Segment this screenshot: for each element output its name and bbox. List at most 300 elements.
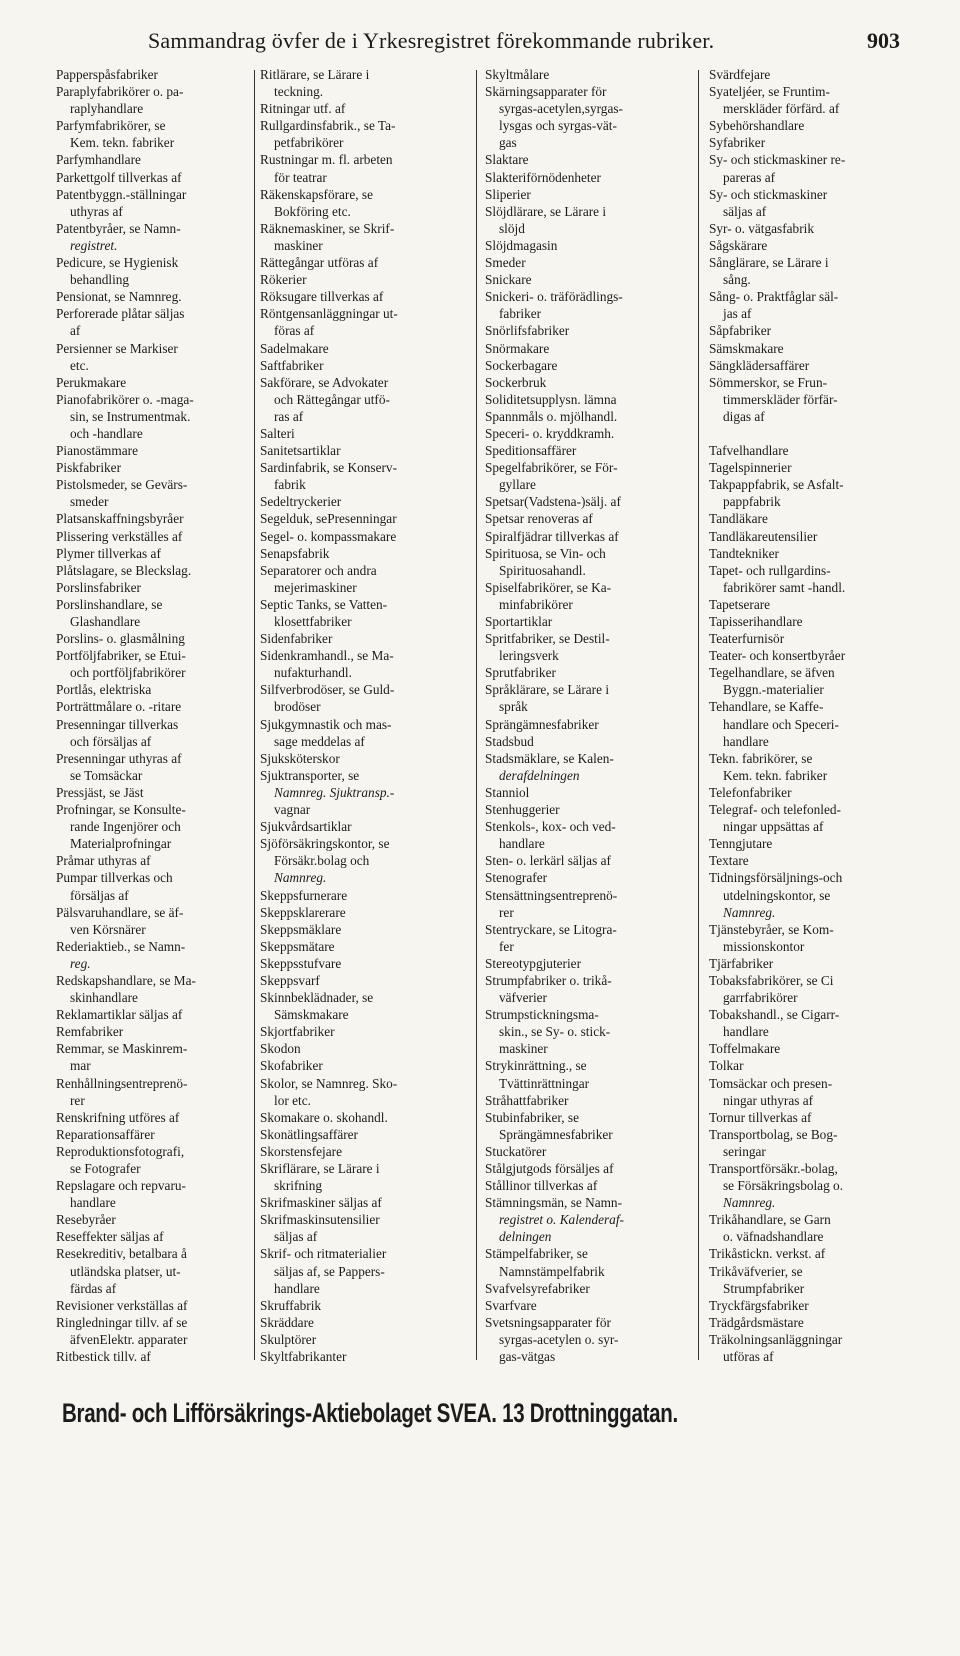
entry: Reklamartiklar säljas af	[56, 1007, 183, 1023]
entry: Salteri	[260, 425, 295, 441]
entry: Syr- o. vätgasfabrik	[709, 220, 814, 236]
entry: Skrifmaskiner säljas af	[260, 1195, 382, 1211]
entry-continuation: seringar	[723, 1143, 766, 1159]
entry: Rökerier	[260, 272, 307, 288]
entry: Stensättningsentreprenö-	[485, 887, 618, 903]
entry-continuation: ningar uthyras af	[723, 1092, 814, 1108]
entry: Pälsvaruhandlare, se äf-	[56, 904, 184, 920]
entry: Spannmåls o. mjölhandl.	[485, 408, 618, 424]
entry: Textare	[709, 853, 749, 869]
entry: Silfverbrodöser, se Guld-	[260, 682, 395, 698]
entry: Spiselfabrikörer, se Ka-	[485, 579, 612, 595]
column-divider	[254, 70, 255, 1360]
entry: Skomakare o. skohandl.	[260, 1109, 388, 1125]
entry-continuation: minfabrikörer	[499, 596, 573, 612]
entry-continuation: missionskontor	[723, 938, 805, 954]
entry-continuation: rande Ingenjörer och	[70, 819, 181, 835]
entry	[709, 425, 927, 442]
entry-continuation: ras af	[274, 408, 304, 424]
entry-continuation: Namnstämpelfabrik	[499, 1263, 605, 1279]
entry: Skeppsvarf	[260, 972, 320, 988]
entry: Svärdfejare	[709, 67, 771, 82]
entry-continuation: Kem. tekn. fabriker	[723, 767, 828, 783]
entry-continuation: Bokföring etc.	[274, 203, 351, 219]
entry: Porträttmålare o. -ritare	[56, 699, 182, 715]
entry-continuation: uthyras af	[70, 203, 123, 219]
entry-continuation: Strumpfabriker	[723, 1280, 805, 1296]
page-header	[0, 28, 960, 56]
column-divider	[698, 70, 699, 1360]
entry-continuation: Spirituosahandl.	[499, 562, 586, 578]
entry-continuation: föras af	[274, 323, 315, 339]
entry-continuation: raplyhandlare	[70, 101, 144, 117]
entry: Språklärare, se Lärare i	[485, 682, 610, 698]
entry: Parfymhandlare	[56, 152, 141, 168]
entry: Pedicure, se Hygienisk	[56, 255, 179, 271]
entry: Sågskärare	[709, 237, 768, 253]
entry-continuation: o. väfnadshandlare	[723, 1229, 824, 1245]
entry-continuation: färdas af	[70, 1280, 117, 1296]
entry: Snörmakare	[485, 340, 550, 356]
entry: Sjukvårdsartiklar	[260, 819, 352, 835]
entry-continuation: smeder	[70, 494, 109, 510]
entry-continuation: säljas af, se Pappers-	[274, 1263, 385, 1279]
entry-continuation: Sprängämnesfabriker	[499, 1126, 613, 1142]
entry: Skruffabrik	[260, 1297, 322, 1313]
entry: Snickare	[485, 272, 532, 288]
entry: Stålgjutgods försäljes af	[485, 1161, 614, 1176]
entry: Teaterfurnisör	[709, 631, 785, 647]
entry: Stadsmäklare, se Kalen-	[485, 750, 614, 766]
entry-continuation: och Rättegångar utfö-	[274, 391, 390, 407]
entry-continuation: Byggn.-materialier	[723, 682, 824, 698]
column-4	[709, 66, 927, 1365]
entry: Röntgensanläggningar ut-	[260, 306, 398, 322]
entry: Presenningar tillverkas	[56, 716, 179, 732]
entry: Stanniol	[485, 784, 530, 800]
entry: Pianostämmare	[56, 443, 138, 459]
entry-continuation: Namnreg.	[274, 870, 327, 886]
entry: Ritbestick tillv. af	[56, 1349, 151, 1365]
entry: Pistolsmeder, se Gevärs-	[56, 477, 188, 493]
entry: Sten- o. lerkärl säljas af	[485, 853, 611, 869]
entry-continuation: rer	[70, 1092, 85, 1108]
entry-continuation: sång.	[723, 272, 751, 288]
entry: Skolor, se Namnreg. Sko-	[260, 1075, 398, 1091]
entry: Spetsar(Vadstena-)sälj. af	[485, 494, 621, 510]
entry: Skorstensfejare	[260, 1143, 342, 1159]
entry-continuation: lor etc.	[274, 1092, 311, 1108]
entry-continuation: brodöser	[274, 699, 321, 715]
entry: Patentbyråer, se Namn-	[56, 220, 181, 236]
entry: Skodon	[260, 1041, 301, 1057]
entry: Remfabriker	[56, 1024, 124, 1040]
entry-continuation: skrifning	[274, 1178, 323, 1194]
entry: Parkettgolf tillverkas af	[56, 169, 182, 185]
entry: Sidenkramhandl., se Ma-	[260, 648, 394, 664]
entry: Spirituosa, se Vin- och	[485, 545, 606, 561]
entry: Spiralfjädrar tillverkas af	[485, 528, 619, 544]
entry: Tehandlare, se Kaffe-	[709, 699, 824, 715]
entry: Räkenskapsförare, se	[260, 186, 373, 202]
entry: Parfymfabrikörer, se	[56, 118, 166, 134]
entry: Sy- och stickmaskiner re-	[709, 152, 846, 168]
entry-continuation: väfverier	[499, 990, 547, 1006]
entry-continuation: se Försäkringsbolag o.	[723, 1178, 844, 1194]
entry: Portföljfabriker, se Etui-	[56, 648, 186, 664]
entry-continuation: försäljas af	[70, 887, 129, 903]
entry: Reproduktionsfotografi,	[56, 1143, 185, 1159]
entry-continuation: rer	[499, 904, 514, 920]
entry: Tegelhandlare, se äfven	[709, 665, 835, 681]
entry: Revisioner verkställas af	[56, 1297, 188, 1313]
entry-continuation: delningen	[499, 1229, 552, 1245]
entry: Renhållningsentreprenö-	[56, 1075, 188, 1091]
entry: Tandläkareutensilier	[709, 528, 818, 544]
entry: Sardinfabrik, se Konserv-	[260, 460, 397, 476]
entry: Patentbyggn.-ställningar	[56, 186, 187, 202]
entry: Tjänstebyråer, se Kom-	[709, 921, 834, 937]
entry-continuation: ningar uppsättas af	[723, 819, 824, 835]
entry: Ringledningar tillv. af se	[56, 1314, 188, 1330]
entry: Stuckatörer	[485, 1143, 547, 1159]
entry: Porslinsfabriker	[56, 579, 141, 595]
entry: Pianofabrikörer o. -maga-	[56, 391, 194, 407]
entry: Skeppsfurnerare	[260, 887, 348, 903]
entry: Slöjdlärare, se Lärare i	[485, 203, 607, 219]
entry: Svafvelsyrefabriker	[485, 1280, 590, 1296]
entry-continuation: timmerskläder förfär-	[723, 391, 838, 407]
entry-continuation: Tvättinrättningar	[499, 1075, 590, 1091]
entry: Tagelspinnerier	[709, 460, 792, 476]
entry-continuation: se Fotografer	[70, 1161, 141, 1176]
entry-continuation: handlare	[70, 1195, 116, 1211]
entry: Sång- o. Praktfåglar säl-	[709, 289, 839, 305]
entry-continuation: syrgas-acetylen o. syr-	[499, 1331, 619, 1347]
entry: Perforerade plåtar säljas	[56, 306, 185, 322]
entry: Rustningar m. fl. arbeten	[260, 152, 393, 168]
entry: Sämskmakare	[709, 340, 784, 356]
entry-continuation: för teatrar	[274, 169, 327, 185]
entry-continuation: maskiner	[274, 237, 323, 253]
entry: Papperspåsfabriker	[56, 67, 158, 82]
entry: Skofabriker	[260, 1058, 323, 1074]
entry: Sedeltryckerier	[260, 494, 342, 510]
entry-continuation: och -handlare	[70, 425, 143, 441]
entry: Stämningsmän, se Namn-	[485, 1195, 623, 1211]
entry: Sjukgymnastik och mas-	[260, 716, 392, 732]
entry-continuation: lysgas och syrgas-vät-	[499, 118, 617, 134]
entry-continuation: fabrik	[274, 477, 306, 493]
entry: Tidningsförsäljnings-och	[709, 870, 843, 886]
entry: Spetsar renoveras af	[485, 511, 593, 527]
entry-continuation: digas af	[723, 408, 765, 424]
entry-continuation: gas	[499, 135, 517, 151]
entry: Stenkols-, kox- och ved-	[485, 819, 616, 835]
entry: Skonätlingsaffärer	[260, 1126, 358, 1142]
entry-continuation: pareras af	[723, 169, 776, 185]
entry: Sprutfabriker	[485, 665, 556, 681]
entry-continuation: Namnreg.	[723, 1195, 776, 1211]
entry: Syateljéer, se Fruntim-	[709, 84, 830, 100]
entry-continuation: slöjd	[499, 220, 525, 236]
entry: Sadelmakare	[260, 340, 329, 356]
entry: Plissering verkställes af	[56, 528, 183, 544]
entry: Tobaksfabrikörer, se Ci	[709, 972, 834, 988]
entry-continuation: leringsverk	[499, 648, 559, 664]
entry-continuation: reg.	[70, 955, 91, 971]
entry: Tryckfärgsfabriker	[709, 1297, 809, 1313]
entry-continuation: utföras af	[723, 1349, 774, 1365]
entry-continuation: petfabrikörer	[274, 135, 344, 151]
entry-continuation: fabriker	[499, 306, 542, 322]
entry: Pumpar tillverkas och	[56, 870, 173, 886]
entry-continuation: behandling	[70, 272, 130, 288]
entry-continuation: språk	[499, 699, 528, 715]
entry-continuation: syrgas-acetylen,syrgas-	[499, 101, 623, 117]
entry: Rättegångar utföras af	[260, 255, 379, 271]
page-title: Sammandrag övfer de i Yrkesregistret förekommande rubriker.	[148, 28, 715, 53]
entry-continuation: gyllare	[499, 477, 536, 493]
entry: Tornur tillverkas af	[709, 1109, 812, 1125]
entry-continuation: och portföljfabrikörer	[70, 665, 186, 681]
column-1	[56, 66, 274, 1365]
entry-continuation: pappfabrik	[723, 494, 781, 510]
entry: Sanitetsartiklar	[260, 443, 341, 459]
entry: Tekn. fabrikörer, se	[709, 750, 813, 766]
entry: Sportartiklar	[485, 614, 553, 629]
entry: Tafvelhandlare	[709, 443, 789, 459]
entry: Rederiaktieb., se Namn-	[56, 938, 186, 954]
entry: Stentryckare, se Litogra-	[485, 921, 617, 937]
entry-continuation: handlare och Speceri-	[723, 716, 839, 732]
entry: Skrif- och ritmaterialier	[260, 1246, 387, 1262]
entry: Tobakshandl., se Cigarr-	[709, 1007, 840, 1023]
entry-continuation: mejerimaskiner	[274, 579, 357, 595]
entry: Segelduk, sePresenningar	[260, 511, 397, 527]
entry: Rullgardinsfabrik., se Ta-	[260, 118, 396, 134]
entry: Strumpfabriker o. trikå-	[485, 972, 612, 988]
entry: Soliditetsupplysn. lämna	[485, 391, 617, 407]
entry-continuation: och försäljas af	[70, 733, 152, 749]
entry: Sockerbagare	[485, 357, 558, 373]
entry: Skyltmålare	[485, 67, 550, 82]
entry: Skinnbeklädnader, se	[260, 990, 374, 1006]
entry: Smeder	[485, 255, 526, 271]
entry: Snickeri- o. träförädlings-	[485, 289, 623, 305]
entry-continuation: vagnar	[274, 802, 311, 818]
entry: Röksugare tillverkas af	[260, 289, 384, 305]
entry: Skyltfabrikanter	[260, 1349, 347, 1365]
entry: Snörlifsfabriker	[485, 323, 570, 339]
entry: Stråhattfabriker	[485, 1092, 569, 1108]
entry-continuation: Glashandlare	[70, 614, 141, 629]
entry: Tandläkare	[709, 511, 768, 527]
entry: Skeppsklarerare	[260, 904, 346, 920]
entry: Sidenfabriker	[260, 631, 333, 647]
entry: Redskapshandlare, se Ma-	[56, 972, 196, 988]
entry: Pressjäst, se Jäst	[56, 784, 144, 800]
entry: Spritfabriker, se Destil-	[485, 631, 610, 647]
entry-continuation: mar	[70, 1058, 91, 1074]
column-2	[260, 66, 478, 1365]
entry: Profningar, se Konsulte-	[56, 802, 186, 818]
entry: Räknemaskiner, se Skrif-	[260, 220, 395, 236]
entry: Saftfabriker	[260, 357, 324, 373]
entry: Slakteriförnödenheter	[485, 169, 601, 185]
entry: Sånglärare, se Lärare i	[709, 255, 829, 271]
entry: Takpappfabrik, se Asfalt-	[709, 477, 844, 493]
entry-continuation: fabrikörer samt -handl.	[723, 579, 846, 595]
entry: Svetsningsapparater för	[485, 1314, 611, 1330]
entry: Segel- o. kompassmakare	[260, 528, 397, 544]
entry: Porslins- o. glasmålning	[56, 631, 185, 647]
entry-continuation: utländska platser, ut-	[70, 1263, 181, 1279]
entry: Sprängämnesfabriker	[485, 716, 599, 732]
entry: Reseffekter säljas af	[56, 1229, 164, 1245]
entry: Telegraf- och telefonled-	[709, 802, 841, 818]
entry-continuation: registret o. Kalenderaf-	[499, 1212, 624, 1228]
entry: Tapetserare	[709, 596, 771, 612]
entry: Sliperier	[485, 186, 531, 202]
entry: Remmar, se Maskinrem-	[56, 1041, 188, 1057]
entry: Reparationsaffärer	[56, 1126, 155, 1142]
entry: Tapet- och rullgardins-	[709, 562, 831, 578]
entry: Stämpelfabriker, se	[485, 1246, 588, 1262]
entry-continuation: Sämskmakare	[274, 1007, 349, 1023]
entry: Tomsäckar och presen-	[709, 1075, 833, 1091]
entry: Ritlärare, se Lärare i	[260, 67, 370, 82]
entry: Tandtekniker	[709, 545, 779, 561]
entry-continuation: klosettfabriker	[274, 614, 352, 629]
column-divider	[476, 70, 477, 1360]
entry-continuation: sage meddelas af	[274, 733, 365, 749]
entry-continuation: äfvenElektr. apparater	[70, 1331, 188, 1347]
entry: Piskfabriker	[56, 460, 121, 476]
entry: Senapsfabrik	[260, 545, 330, 561]
entry: Stereotypgjuterier	[485, 955, 581, 971]
entry: Skjortfabriker	[260, 1024, 335, 1040]
entry-continuation: gas-vätgas	[499, 1349, 556, 1365]
entry-continuation: ven Körsnärer	[70, 921, 146, 937]
entry: Sy- och stickmaskiner	[709, 186, 828, 202]
entry: Skeppsstufvare	[260, 955, 342, 971]
entry-continuation: Materialprofningar	[70, 836, 172, 852]
entry: Teater- och konsertbyråer	[709, 648, 846, 664]
entry: Stållinor tillverkas af	[485, 1178, 598, 1194]
entry: Skriflärare, se Lärare i	[260, 1161, 380, 1176]
entry: Stubinfabriker, se	[485, 1109, 580, 1125]
entry: Transportbolag, se Bog-	[709, 1126, 838, 1142]
entry: Svarfvare	[485, 1297, 537, 1313]
entry: Skärningsapparater för	[485, 84, 607, 100]
entry-continuation: maskiner	[499, 1041, 548, 1057]
entry: Transportförsäkr.-bolag,	[709, 1161, 838, 1176]
entry: Sakförare, se Advokater	[260, 374, 389, 390]
entry: Träkolningsanläggningar	[709, 1331, 843, 1347]
entry: Slaktare	[485, 152, 529, 168]
entry-continuation: handlare	[499, 836, 545, 852]
entry: Slöjdmagasin	[485, 237, 558, 253]
entry: Sjuktransporter, se	[260, 767, 360, 783]
entry: Sybehörshandlare	[709, 118, 805, 134]
entry: Speditionsaffärer	[485, 443, 577, 459]
entry: Pråmar uthyras af	[56, 853, 151, 869]
entry: Resebyråer	[56, 1212, 116, 1228]
entry: Septic Tanks, se Vatten-	[260, 596, 388, 612]
entry: Trikåhandlare, se Garn	[709, 1212, 831, 1228]
entry: Platsanskaffningsbyråer	[56, 511, 184, 527]
entry-continuation: af	[70, 323, 81, 339]
entry: Tenngjutare	[709, 836, 773, 852]
footer-advertisement: Brand- och Lifförsäkrings-Aktiebolaget SVEA. 13 Drottninggatan.	[62, 1398, 678, 1428]
entry: Resekreditiv, betalbara å	[56, 1246, 187, 1262]
entry-continuation: skinhandlare	[70, 990, 138, 1006]
entry-continuation: se Tomsäckar	[70, 767, 143, 783]
entry: Strumpstickningsma-	[485, 1007, 599, 1023]
entry: Strykinrättning., se	[485, 1058, 587, 1074]
entry: Pensionat, se Namnreg.	[56, 289, 182, 305]
entry-continuation: teckning.	[274, 84, 324, 100]
entry: Porslinshandlare, se	[56, 596, 163, 612]
entry: Såpfabriker	[709, 323, 772, 339]
entry: Plåtslagare, se Bleckslag.	[56, 562, 192, 578]
entry-continuation: jas af	[723, 306, 752, 322]
entry: Portlås, elektriska	[56, 682, 152, 698]
entry: Plymer tillverkas af	[56, 545, 161, 561]
entry-continuation: handlare	[274, 1280, 320, 1296]
entry: Sömmerskor, se Frun-	[709, 374, 828, 390]
entry-continuation: Namnreg. Sjuktransp.-	[274, 784, 395, 800]
entry: Stenografer	[485, 870, 548, 886]
entry-continuation: etc.	[70, 357, 89, 373]
entry: Skulptörer	[260, 1331, 317, 1347]
entry: Toffelmakare	[709, 1041, 781, 1057]
entry: Skeppsmäklare	[260, 921, 342, 937]
entry: Paraplyfabrikörer o. pa-	[56, 84, 184, 100]
entry-continuation: garrfabrikörer	[723, 990, 798, 1006]
entry-continuation: sin, se Instrumentmak.	[70, 408, 191, 424]
entry: Tjärfabriker	[709, 955, 774, 971]
entry-continuation: Kem. tekn. fabriker	[70, 135, 175, 151]
entry-continuation: nufakturhandl.	[274, 665, 352, 681]
entry-continuation: utdelningskontor, se	[723, 887, 831, 903]
entry: Stenhuggerier	[485, 802, 560, 818]
column-3	[485, 66, 703, 1365]
entry: Presenningar uthyras af	[56, 750, 182, 766]
entry-continuation: säljas af	[274, 1229, 318, 1245]
entry-continuation: registret.	[70, 237, 118, 253]
entry: Syfabriker	[709, 135, 766, 151]
entry: Repslagare och repvaru-	[56, 1178, 186, 1194]
entry: Sängklädersaffärer	[709, 357, 810, 373]
entry: Skrifmaskinsutensilier	[260, 1212, 380, 1228]
entry-continuation: merskläder förfärd. af	[723, 101, 840, 117]
entry: Renskrifning utföres af	[56, 1109, 180, 1125]
entry: Ritningar utf. af	[260, 101, 346, 117]
entry-continuation: skin., se Sy- o. stick-	[499, 1024, 611, 1040]
entry: Sjöförsäkringskontor, se	[260, 836, 390, 852]
entry: Telefonfabriker	[709, 784, 792, 800]
entry: Tapisserihandlare	[709, 614, 803, 629]
entry: Separatorer och andra	[260, 562, 377, 578]
entry: Spegelfabrikörer, se För-	[485, 460, 618, 476]
entry: Perukmakare	[56, 374, 127, 390]
entry: Skräddare	[260, 1314, 314, 1330]
entry: Trikåväfverier, se	[709, 1263, 803, 1279]
entry: Speceri- o. kryddkramh.	[485, 425, 615, 441]
entry: Trikåstickn. verkst. af	[709, 1246, 826, 1262]
